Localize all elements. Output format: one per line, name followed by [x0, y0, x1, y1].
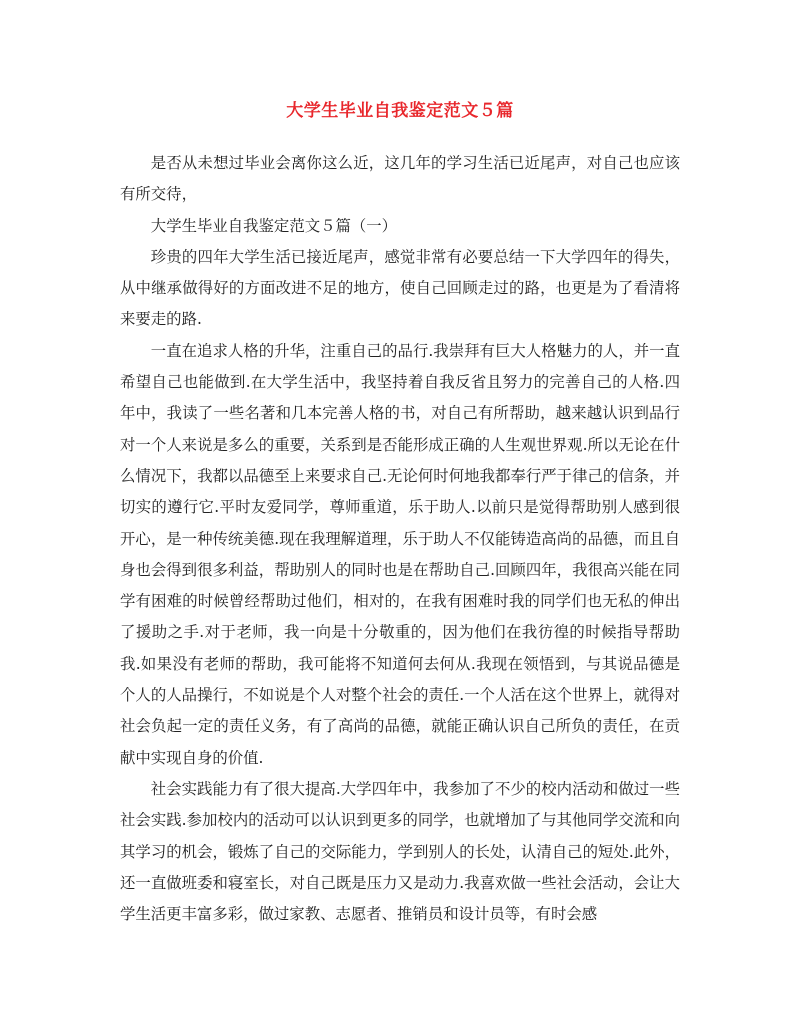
body-paragraph: 一直在追求人格的升华，注重自己的品行.我崇拜有巨大人格魅力的人，并一直希望自己也能做到.在大学生活中，我坚持着自我反省且努力的完善自己的人格.四年中，我读了一些名著和几本完善人格的书，对自己有所帮助，越来越认识到品行对一个人来说是多么的重要，关系到是否能形成正确的人生观世界观.所以无论在什么情况下，我都以品德至上来要求自己.无论何时何地我都奉行严于律己的信条，并切实的遵行它.平时友爱同学，尊师重道，乐于助人.以前只是觉得帮助别人感到很开心，是一种传统美德.现在我理解道理，乐于助人不仅能铸造高尚的品德，而且自身也会得到很多利益，帮助别人的同时也是在帮助自己.回顾四年，我很高兴能在同学有困难的时候曾经帮助过他们，相对的，在我有困难时我的同学们也无私的伸出了援助之手.对于老师，我一向是十分敬重的，因为他们在我彷徨的时候指导帮助我.如果没有老师的帮助，我可能将不知道何去何从.我现在领悟到，与其说品德是个人的人品操行，不如说是个人对整个社会的责任.一个人活在这个世界上，就得对社会负起一定的责任义务，有了高尚的品德，就能正确认识自己所负的责任，在贡献中实现自身的价值.	[120, 341, 680, 767]
body-paragraph: 社会实践能力有了很大提高.大学四年中，我参加了不少的校内活动和做过一些社会实践.参加校内的活动可以认识到更多的同学，也就增加了与其他同学交流和向其学习的机会，锻炼了自己的交际能力，学到别人的长处，认清自己的短处.此外，还一直做班委和寝室长，对自己既是压力又是动力.我喜欢做一些社会活动，会让大学生活更丰富多彩，做过家教、志愿者、推销员和设计员等，有时会感	[120, 779, 680, 924]
section-heading: 大学生毕业自我鉴定范文５篇（一）	[150, 216, 398, 235]
document-title: 大学生毕业自我鉴定范文５篇	[286, 101, 514, 121]
document-body	[120, 148, 680, 930]
intro-paragraph: 是否从未想过毕业会离你这么近，这几年的学习生活已近尾声，对自己也应该有所交待，	[120, 154, 680, 204]
body-paragraph: 珍贵的四年大学生活已接近尾声，感觉非常有必要总结一下大学四年的得失，从中继承做得好的方面改进不足的地方，使自己回顾走过的路，也更是为了看清将来要走的路.	[120, 247, 680, 329]
